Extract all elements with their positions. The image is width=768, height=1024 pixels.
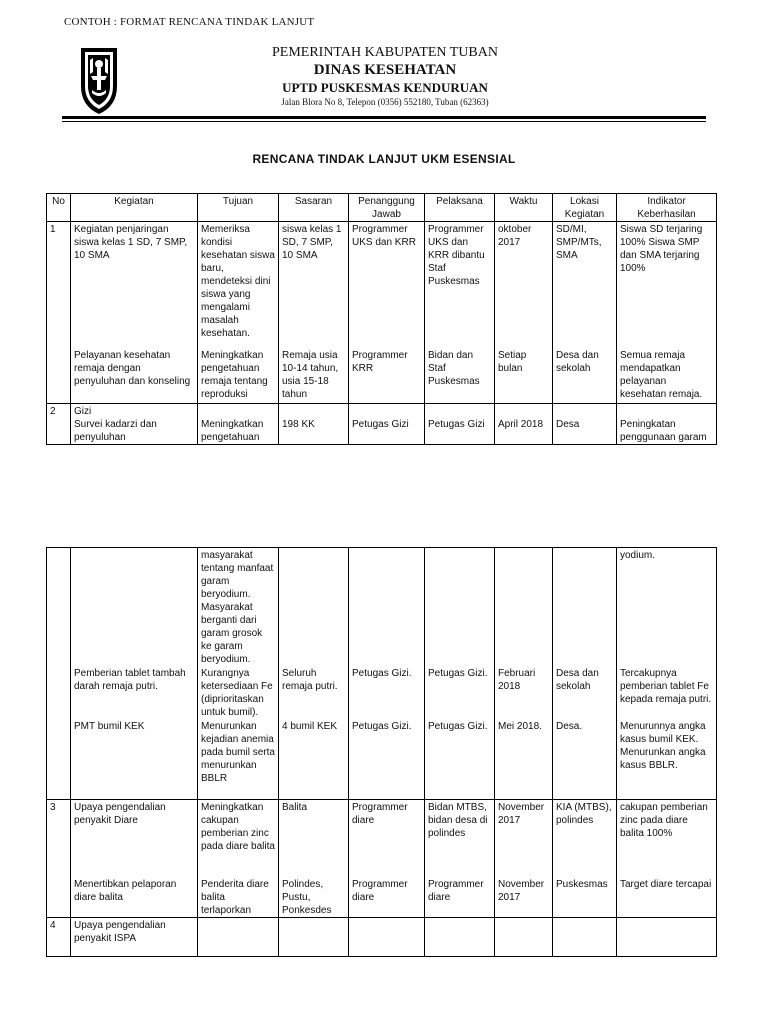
cell-indikator: yodium. xyxy=(617,548,717,667)
table-header-row xyxy=(47,194,717,222)
cell-tujuan: Kurangnya ketersediaan Fe (diprioritaskan untuk bumil). xyxy=(198,666,279,719)
cell-sasaran: Polindes, Pustu, Ponkesdes xyxy=(279,877,349,918)
cell-no xyxy=(47,877,71,918)
cell-penanggung-jawab: Programmer UKS dan KRR xyxy=(349,222,425,348)
letterhead-rule-thick xyxy=(62,116,706,119)
header-tujuan: Tujuan xyxy=(198,194,279,222)
cell-lokasi: Puskesmas xyxy=(553,877,617,918)
cell-tujuan: Penderita diare balita terlaporkan xyxy=(198,877,279,918)
cell-penanggung-jawab xyxy=(349,918,425,957)
cell-kegiatan: Upaya pengendalian penyakit ISPA xyxy=(71,918,198,957)
cell-penanggung-jawab: Programmer diare xyxy=(349,799,425,877)
cell-tujuan: masyarakat tentang manfaat garam beryodium. Masyarakat berganti dari garam grosok ke garam beryodium. xyxy=(198,548,279,667)
cell-indikator xyxy=(617,918,717,957)
cell-indikator: Target diare tercapai xyxy=(617,877,717,918)
cell-sasaran xyxy=(279,548,349,667)
cell-lokasi xyxy=(553,548,617,667)
cell-kegiatan: PMT bumil KEK xyxy=(71,719,198,799)
cell-waktu: April 2018 xyxy=(495,404,553,445)
cell-indikator: Peningkatan penggunaan garam xyxy=(617,404,717,445)
cell-waktu: November 2017 xyxy=(495,799,553,877)
cell-sasaran: 198 KK xyxy=(279,404,349,445)
cell-kegiatan: Pelayanan kesehatan remaja dengan penyuluhan dan konseling xyxy=(71,348,198,404)
cell-penanggung-jawab: Petugas Gizi xyxy=(349,404,425,445)
table-row xyxy=(47,719,717,799)
cell-no xyxy=(47,719,71,799)
document-title: RENCANA TINDAK LANJUT UKM ESENSIAL xyxy=(252,152,516,166)
cell-waktu: November 2017 xyxy=(495,877,553,918)
cell-waktu: Setiap bulan xyxy=(495,348,553,404)
cell-tujuan: Meningkatkan pengetahuan remaja tentang reproduksi xyxy=(198,348,279,404)
header-kegiatan: Kegiatan xyxy=(71,194,198,222)
cell-indikator: Semua remaja mendapatkan pelayanan kesehatan remaja. xyxy=(617,348,717,404)
cell-pelaksana xyxy=(425,918,495,957)
table-row xyxy=(47,877,717,918)
cell-sasaran: siswa kelas 1 SD, 7 SMP, 10 SMA xyxy=(279,222,349,348)
cell-no: 2 xyxy=(47,404,71,445)
cell-kegiatan: Kegiatan penjaringan siswa kelas 1 SD, 7 SMP, 10 SMA xyxy=(71,222,198,348)
cell-waktu xyxy=(495,548,553,667)
cell-pelaksana: Programmer UKS dan KRR dibantu Staf Puskesmas xyxy=(425,222,495,348)
cell-pelaksana: Bidan dan Staf Puskesmas xyxy=(425,348,495,404)
table-row xyxy=(47,799,717,877)
cell-pelaksana xyxy=(425,548,495,667)
cell-kegiatan: Gizi Survei kadarzi dan penyuluhan xyxy=(71,404,198,445)
cell-penanggung-jawab: Petugas Gizi. xyxy=(349,666,425,719)
cell-pelaksana: Petugas Gizi. xyxy=(425,719,495,799)
cell-pelaksana: Petugas Gizi. xyxy=(425,666,495,719)
letterhead-address: Jalan Blora No 8, Telepon (0356) 552180, Tuban (62363) xyxy=(281,97,489,107)
cell-kegiatan xyxy=(71,548,198,667)
cell-lokasi: Desa xyxy=(553,404,617,445)
cell-sasaran: Seluruh remaja putri. xyxy=(279,666,349,719)
cell-waktu: oktober 2017 xyxy=(495,222,553,348)
cell-tujuan: Menurunkan kejadian anemia pada bumil serta menurunkan BBLR xyxy=(198,719,279,799)
letterhead-rule-thin xyxy=(62,121,706,122)
cell-waktu: Februari 2018 xyxy=(495,666,553,719)
example-label: CONTOH : FORMAT RENCANA TINDAK LANJUT xyxy=(64,16,315,28)
cell-penanggung-jawab xyxy=(349,548,425,667)
cell-lokasi: Desa. xyxy=(553,719,617,799)
plan-table-page2 xyxy=(46,547,717,957)
header-indikator: Indikator Keberhasilan xyxy=(617,194,717,222)
header-penanggung-jawab: Penanggung Jawab xyxy=(349,194,425,222)
cell-sasaran: 4 bumil KEK xyxy=(279,719,349,799)
cell-indikator: cakupan pemberian zinc pada diare balita 100% xyxy=(617,799,717,877)
regency-crest-icon xyxy=(78,46,120,116)
header-sasaran: Sasaran xyxy=(279,194,349,222)
cell-waktu xyxy=(495,918,553,957)
cell-penanggung-jawab: Programmer KRR xyxy=(349,348,425,404)
cell-kegiatan: Pemberian tablet tambah darah remaja putri. xyxy=(71,666,198,719)
table-row xyxy=(47,918,717,957)
cell-lokasi: Desa dan sekolah xyxy=(553,348,617,404)
cell-waktu: Mei 2018. xyxy=(495,719,553,799)
cell-sasaran xyxy=(279,918,349,957)
table-row xyxy=(47,404,717,445)
cell-indikator: Siswa SD terjaring 100% Siswa SMP dan SMA terjaring 100% xyxy=(617,222,717,348)
cell-tujuan: Meningkatkan cakupan pemberian zinc pada diare balita xyxy=(198,799,279,877)
table-row xyxy=(47,348,717,404)
cell-pelaksana: Petugas Gizi xyxy=(425,404,495,445)
cell-tujuan xyxy=(198,918,279,957)
cell-indikator: Tercakupnya pemberian tablet Fe kepada remaja putri. xyxy=(617,666,717,719)
letterhead-government: PEMERINTAH KABUPATEN TUBAN xyxy=(271,45,498,60)
cell-tujuan: Meningkatkan pengetahuan xyxy=(198,404,279,445)
cell-lokasi xyxy=(553,918,617,957)
cell-lokasi: SD/MI, SMP/MTs, SMA xyxy=(553,222,617,348)
cell-sasaran: Remaja usia 10-14 tahun, usia 15-18 tahun xyxy=(279,348,349,404)
cell-no: 3 xyxy=(47,799,71,877)
table-row xyxy=(47,222,717,348)
cell-indikator: Menurunnya angka kasus bumil KEK. Menurunkan angka kasus BBLR. xyxy=(617,719,717,799)
cell-kegiatan: Menertibkan pelaporan diare balita xyxy=(71,877,198,918)
cell-kegiatan: Upaya pengendalian penyakit Diare xyxy=(71,799,198,877)
cell-tujuan: Memeriksa kondisi kesehatan siswa baru, mendeteksi dini siswa yang mengalami masalah kesehatan. xyxy=(198,222,279,348)
header-pelaksana: Pelaksana xyxy=(425,194,495,222)
header-waktu: Waktu xyxy=(495,194,553,222)
letterhead-agency: DINAS KESEHATAN xyxy=(313,62,457,78)
table-row xyxy=(47,666,717,719)
table-row xyxy=(47,548,717,667)
cell-lokasi: KIA (MTBS), polindes xyxy=(553,799,617,877)
cell-pelaksana: Programmer diare xyxy=(425,877,495,918)
cell-no xyxy=(47,348,71,404)
cell-penanggung-jawab: Programmer diare xyxy=(349,877,425,918)
cell-no xyxy=(47,548,71,667)
cell-penanggung-jawab: Petugas Gizi. xyxy=(349,719,425,799)
cell-sasaran: Balita xyxy=(279,799,349,877)
plan-table-page1 xyxy=(46,193,717,445)
header-no: No xyxy=(47,194,71,222)
cell-pelaksana: Bidan MTBS, bidan desa di polindes xyxy=(425,799,495,877)
cell-no: 4 xyxy=(47,918,71,957)
cell-no xyxy=(47,666,71,719)
cell-no: 1 xyxy=(47,222,71,348)
letterhead xyxy=(200,44,570,109)
cell-lokasi: Desa dan sekolah xyxy=(553,666,617,719)
header-lokasi: Lokasi Kegiatan xyxy=(553,194,617,222)
letterhead-unit: UPTD PUSKESMAS KENDURUAN xyxy=(282,80,488,95)
